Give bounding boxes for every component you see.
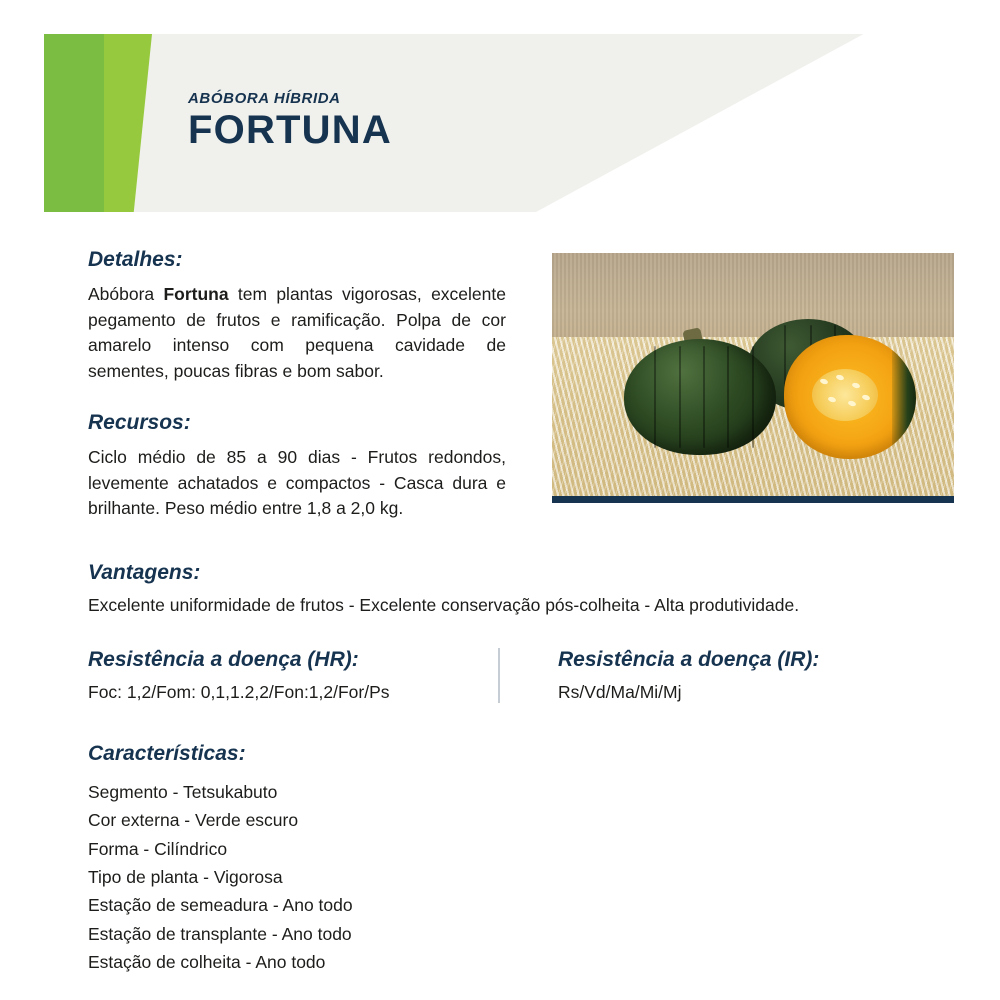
spacer	[88, 385, 506, 411]
vantagens-text: Excelente uniformidade de frutos - Excelente conservação pós-colheita - Alta produtividade.	[88, 595, 800, 615]
list-item: Tipo de planta - Vigorosa	[88, 867, 283, 888]
vantagens-heading: Vantagens:	[88, 561, 201, 584]
details-text-after: tem plantas vigorosas, excelente pegamento de frutos e ramificação. Polpa de cor amarelo intenso com pequena cavidade de sementes, poucas fibras e bom sabor.	[88, 284, 506, 382]
list-item: Estação de semeadura - Ano todo	[88, 895, 353, 916]
pumpkin-whole	[624, 339, 776, 455]
list-item: Estação de colheita - Ano todo	[88, 952, 326, 973]
resistance-hr-column	[88, 648, 498, 703]
caracteristicas-heading: Características:	[88, 742, 246, 765]
recursos-text: Ciclo médio de 85 a 90 dias - Frutos redondos, levemente achatados e compactos - Casca dura e brilhante. Peso médio entre 1,8 a 2,0 kg.	[88, 446, 506, 519]
product-photo	[552, 253, 954, 503]
resistance-section	[88, 648, 954, 703]
recursos-heading: Recursos:	[88, 410, 191, 434]
header-banner	[44, 34, 956, 212]
resistance-ir-heading: Resistência a doença (IR):	[558, 648, 820, 671]
resistance-ir-text: Rs/Vd/Ma/Mi/Mj	[558, 682, 682, 702]
resistance-ir-column	[498, 648, 954, 703]
list-item: Estação de transplante - Ano todo	[88, 923, 352, 944]
details-heading: Detalhes:	[88, 248, 183, 271]
list-item: Cor externa - Verde escuro	[88, 810, 299, 831]
caracteristicas-list	[88, 778, 688, 976]
pumpkin-rind	[892, 335, 916, 459]
resistance-hr-heading: Resistência a doença (HR):	[88, 648, 359, 671]
details-text	[88, 282, 506, 385]
resistance-hr-text: Foc: 1,2/Fom: 0,1,1.2,2/Fon:1,2/For/Ps	[88, 682, 390, 702]
page-title: FORTUNA	[188, 108, 392, 152]
list-item: Forma - Cilíndrico	[88, 838, 228, 859]
details-text-before: Abóbora	[88, 284, 164, 304]
caracteristicas-block	[88, 742, 688, 976]
left-column	[88, 248, 506, 522]
product-kicker: ABÓBORA HÍBRIDA	[188, 90, 341, 107]
list-item: Segmento - Tetsukabuto	[88, 782, 278, 802]
details-product-name: Fortuna	[163, 284, 229, 304]
header-text-block	[188, 90, 392, 151]
seed-cavity	[812, 369, 878, 421]
photo-illustration	[552, 253, 954, 496]
vantagens-block	[88, 561, 954, 616]
pumpkin-halved	[784, 335, 916, 459]
